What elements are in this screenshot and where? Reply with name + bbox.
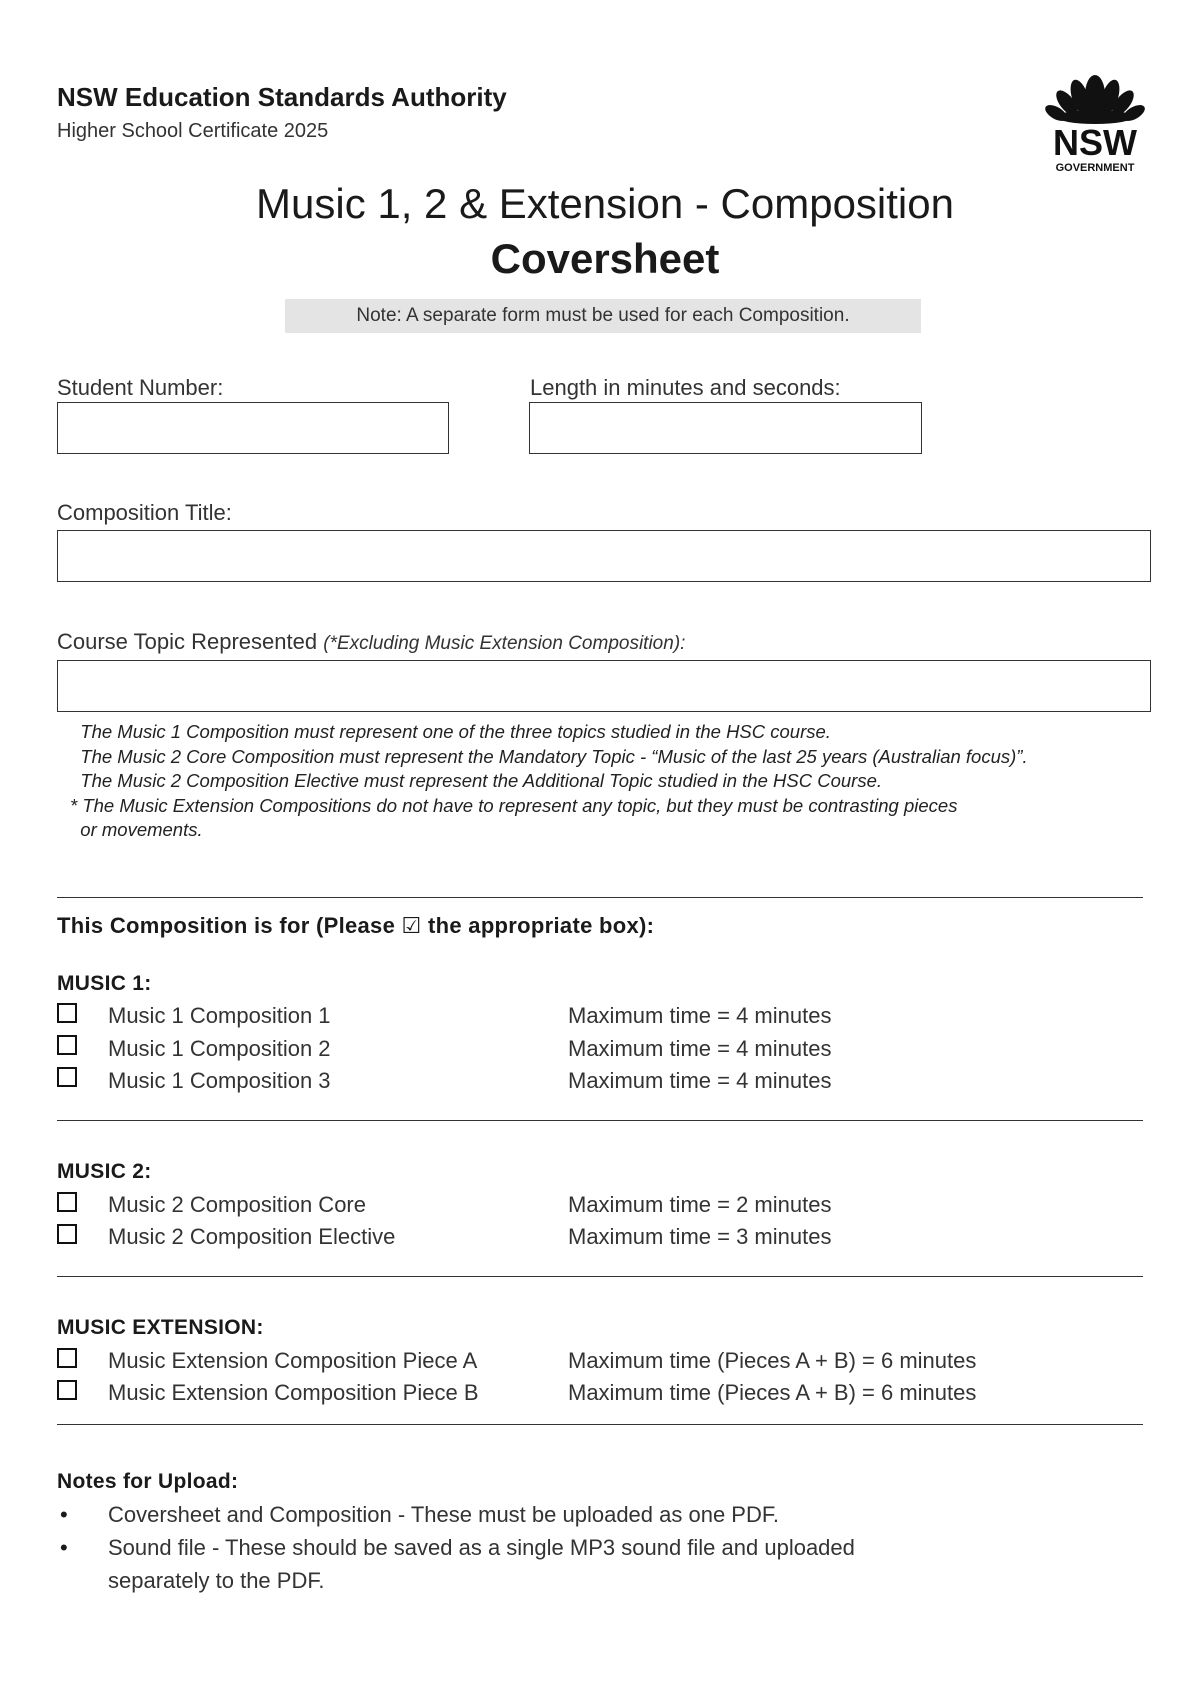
checkbox-music2-core[interactable]: [57, 1192, 77, 1212]
topic-guidance: [70, 720, 1028, 843]
divider: [57, 897, 1143, 898]
composition-title-field[interactable]: [57, 530, 1151, 582]
option-label: Music Extension Composition Piece A: [108, 1348, 478, 1373]
page-subtitle: Coversheet: [490, 235, 720, 282]
option-max-time: Maximum time = 4 minutes: [568, 1003, 832, 1028]
svg-text:NSW: NSW: [1053, 122, 1137, 163]
student-number-field[interactable]: [57, 402, 449, 454]
course-topic-exclusion-note: (*Excluding Music Extension Composition):: [323, 633, 686, 654]
bullet-icon: •: [60, 1535, 68, 1560]
note-banner: Note: A separate form must be used for each Composition.: [285, 299, 921, 333]
section-heading-music-2: MUSIC 2:: [57, 1160, 152, 1183]
option-max-time: Maximum time = 4 minutes: [568, 1036, 832, 1061]
upload-note-item: Sound file - These should be saved as a single MP3 sound file and uploaded: [108, 1535, 855, 1560]
selection-instruction: This Composition is for (Please ☑ the appropriate box):: [57, 913, 655, 938]
waratah-icon: [1040, 55, 1150, 175]
svg-text:GOVERNMENT: GOVERNMENT: [1055, 162, 1135, 174]
guidance-line: The Music 2 Composition Elective must represent the Additional Topic studied in the HSC Course.: [70, 770, 882, 791]
length-label: Length in minutes and seconds:: [530, 375, 841, 400]
option-label: Music Extension Composition Piece B: [108, 1380, 479, 1405]
option-max-time: Maximum time = 3 minutes: [568, 1224, 832, 1249]
option-label: Music 1 Composition 3: [108, 1068, 331, 1093]
checkbox-music1-comp2[interactable]: [57, 1035, 77, 1055]
divider: [57, 1276, 1143, 1277]
nsw-government-logo: [1040, 55, 1150, 175]
checkbox-music1-comp1[interactable]: [57, 1003, 77, 1023]
course-topic-label: [57, 629, 685, 655]
guidance-line: The Music 1 Composition must represent one of the three topics studied in the HSC course.: [70, 721, 831, 742]
bullet-icon: •: [60, 1502, 68, 1527]
section-heading-music-extension: MUSIC EXTENSION:: [57, 1316, 264, 1339]
length-field[interactable]: [529, 402, 922, 454]
upload-note-item: Coversheet and Composition - These must be uploaded as one PDF.: [108, 1502, 779, 1527]
student-number-label: Student Number:: [57, 375, 224, 400]
divider: [57, 1424, 1143, 1425]
option-label: Music 2 Composition Elective: [108, 1224, 396, 1249]
course-topic-field[interactable]: [57, 660, 1151, 712]
option-max-time: Maximum time = 4 minutes: [568, 1068, 832, 1093]
option-label: Music 1 Composition 1: [108, 1003, 331, 1028]
page-title: Music 1, 2 & Extension - Composition: [256, 180, 954, 227]
checkbox-extension-piece-a[interactable]: [57, 1348, 77, 1368]
upload-notes-heading: Notes for Upload:: [57, 1470, 239, 1493]
composition-title-label: Composition Title:: [57, 500, 232, 525]
checkbox-music1-comp3[interactable]: [57, 1067, 77, 1087]
option-max-time: Maximum time (Pieces A + B) = 6 minutes: [568, 1348, 977, 1373]
guidance-line: or movements.: [70, 819, 203, 840]
checkbox-extension-piece-b[interactable]: [57, 1380, 77, 1400]
option-max-time: Maximum time (Pieces A + B) = 6 minutes: [568, 1380, 977, 1405]
option-max-time: Maximum time = 2 minutes: [568, 1192, 832, 1217]
organization-name: NSW Education Standards Authority: [57, 82, 507, 112]
option-label: Music 2 Composition Core: [108, 1192, 366, 1217]
course-topic-label-text: Course Topic Represented: [57, 629, 318, 654]
guidance-line: * The Music Extension Compositions do not have to represent any topic, but they must be contrasting pieces: [70, 794, 958, 816]
checkbox-music2-elective[interactable]: [57, 1224, 77, 1244]
guidance-line: The Music 2 Core Composition must represent the Mandatory Topic - “Music of the last 25 years (Australian focus)”.: [70, 745, 1028, 767]
upload-note-item: separately to the PDF.: [108, 1568, 325, 1593]
section-heading-music-1: MUSIC 1:: [57, 972, 152, 995]
certificate-year: Higher School Certificate 2025: [57, 120, 329, 142]
divider: [57, 1120, 1143, 1121]
option-label: Music 1 Composition 2: [108, 1036, 331, 1061]
